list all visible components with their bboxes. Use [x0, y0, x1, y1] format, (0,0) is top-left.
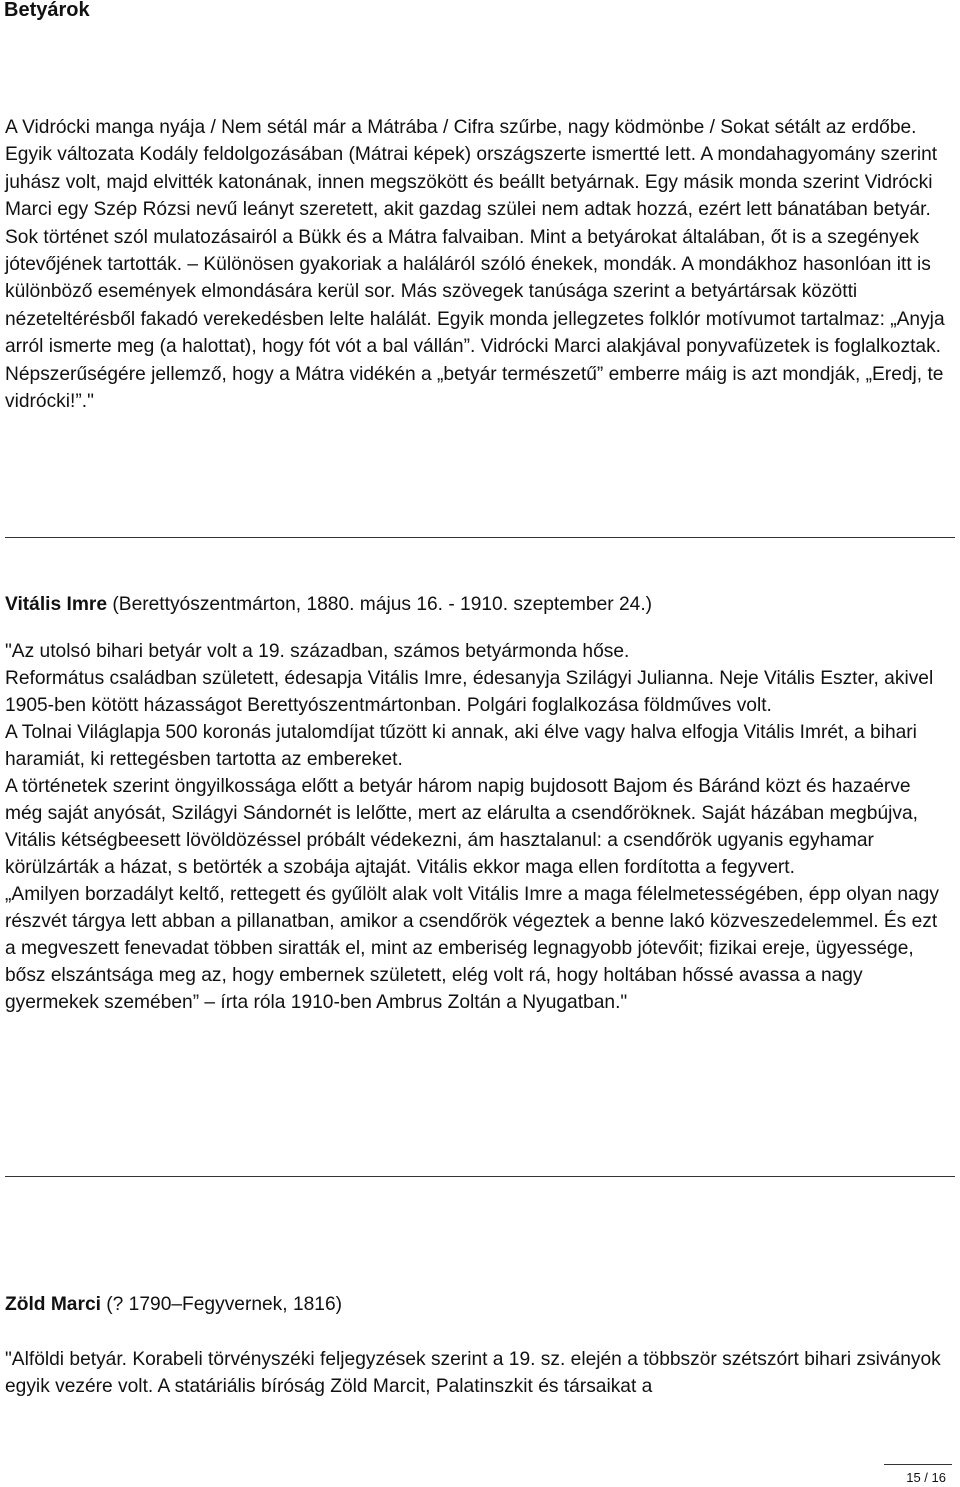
section-divider	[5, 537, 955, 538]
vitalis-paragraph: Református családban született, édesapja Vitális Imre, édesanyja Szilágyi Julianna. Neje Vitális Eszter, akivel 1905-ben kötött házasságot Berettyószentmártonban. Polgári foglalkozása földműves volt.	[5, 668, 934, 716]
footer-divider	[884, 1464, 952, 1465]
zold-heading	[5, 1291, 945, 1318]
page-title: Betyárok	[4, 0, 90, 21]
zold-paragraph: "Alföldi betyár. Korabeli törvényszéki feljegyzések szerint a 19. sz. elején a többször szétszórt bihari zsiványok egyik vezére volt. A statáriális bíróság Zöld Marcit, Palatinszkit és társaikat a	[5, 1349, 941, 1397]
vitalis-name: Vitális Imre	[5, 594, 108, 615]
vitalis-paragraph: A történetek szerint öngyilkossága előtt a betyár három napig bujdosott Bajom és Báránd közt és hazaérve még saját anyósát, Szilágyi Sándornét is lelőtte, mert az elárulta a csendőröknek. Saját házában megbújva, Vitális kétségbeesett lövöldözéssel próbált védekezni, ám hasztalanul: a csendőrök ugyanis egyhamar körülzárták a házat, s betörték a szobája ajtaját. Vitális ekkor maga ellen fordította a fegyvert.	[5, 776, 918, 878]
vitalis-paragraph: A Tolnai Világlapja 500 koronás jutalomdíjat tűzött ki annak, aki élve vagy halva elfogja Vitális Imrét, a bihari haramiát, ki rettegésben tartotta az embereket.	[5, 722, 917, 770]
page-number: 15 / 16	[906, 1470, 946, 1485]
vitalis-section	[5, 591, 945, 1016]
vitalis-paragraph: "Az utolsó bihari betyár volt a 19. században, számos betyármonda hőse.	[5, 641, 630, 662]
vidrocki-section	[5, 114, 945, 415]
section-divider	[5, 1176, 955, 1177]
vitalis-dates: (Berettyószentmárton, 1880. május 16. - 1910. szeptember 24.)	[107, 594, 653, 615]
zold-dates: (? 1790–Fegyvernek, 1816)	[100, 1294, 343, 1315]
vidrocki-verse: A Vidrócki manga nyája / Nem sétál már a Mátrába / Cifra szűrbe, nagy ködmönbe / Sokat sétált az erdőbe.	[5, 117, 917, 138]
zold-name: Zöld Marci	[5, 1294, 101, 1315]
vitalis-paragraph: „Amilyen borzadályt keltő, rettegett és gyűlölt alak volt Vitális Imre a maga félelmetességében, épp olyan nagy részvét tárgya lett abban a pillanatban, amikor a csendőrök végeztek a benne lakó közveszedelemmel. És ezt a megveszett fenevadat többen siratták el, mint az emberiség legnagyobb jótevőit; fizikai ereje, ügyessége, bősz elszántsága meg az, hogy embernek született, elég volt rá, hogy holtában hőssé avassa a nagy gyermekek szemében” – írta róla 1910-ben Ambrus Zoltán a Nyugatban."	[5, 884, 939, 1013]
vidrocki-text: Egyik változata Kodály feldolgozásában (Mátrai képek) országszerte ismertté lett. A mondahagyomány szerint juhász volt, majd elvitték katonának, innen megszökött és beállt betyárnak. Egy másik monda szerint Vidrócki Marci egy Szép Rózsi nevű leányt szeretett, akit gazdag szülei nem adtak hozzá, ezért lett bánatában betyár. Sok történet szól mulatozásairól a Bükk és a Mátra falvaiban. Mint a betyárokat általában, őt is a szegények jótevőjének tartották. – Különösen gyakoriak a haláláról szóló énekek, mondák. A mondákhoz hasonlóan itt is különböző események elmondására kerül sor. Más szövegek tanúsága szerint a betyártársak közötti nézeteltérésből fakadó verekedésben lelte halálát. Egyik monda jellegzetes folklór motívumot tartalmaz: „Anyja arról ismerte meg (a halottat), hogy fót vót a bal vállán”. Vidrócki Marci alakjával ponyvafüzetek is foglalkoztak. Népszerűségére jellemző, hogy a Mátra vidékén a „betyár természetű” emberre máig is azt mondják, „Eredj, te vidrócki!”."	[5, 144, 945, 413]
vitalis-heading	[5, 591, 945, 618]
zold-section	[5, 1291, 945, 1400]
